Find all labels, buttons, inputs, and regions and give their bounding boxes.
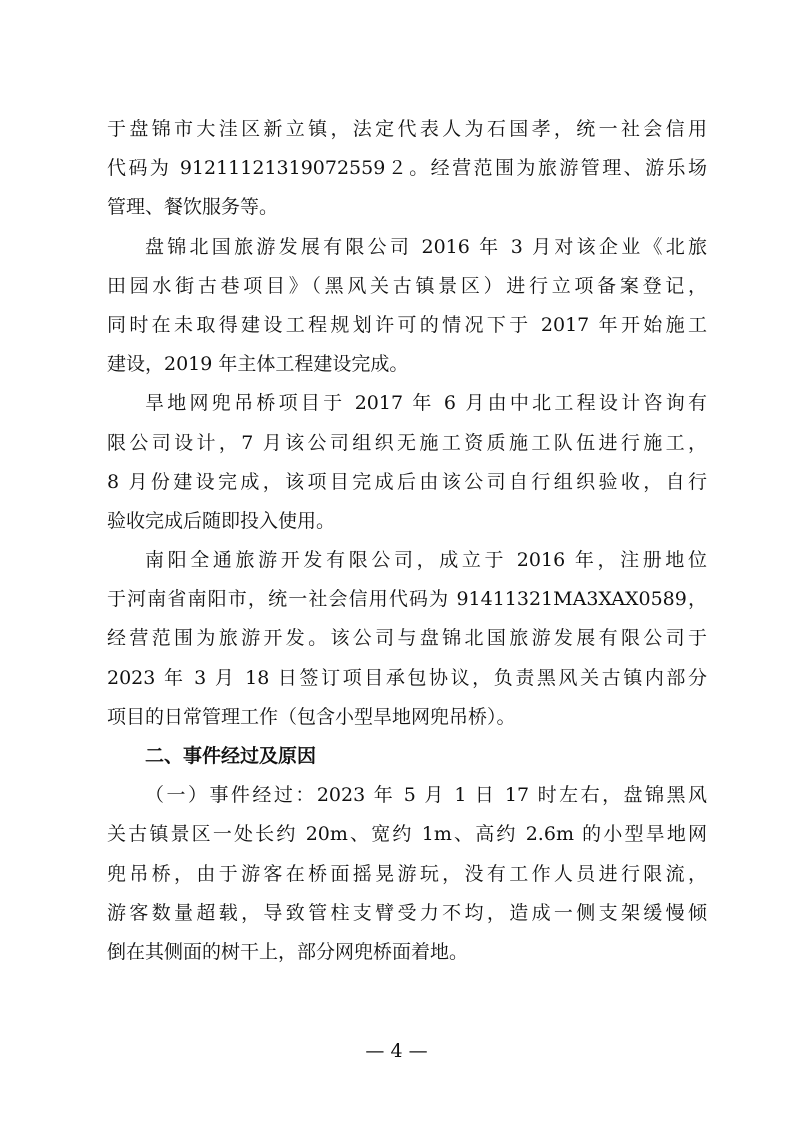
text-line: 兜吊桥，由于游客在桥面摇晃游玩，没有工作人员进行限流， xyxy=(107,862,707,885)
text-line: 南阳全通旅游开发有限公司，成立于 2016 年，注册地位 xyxy=(145,549,707,572)
text-line: 倒在其侧面的树干上，部分网兜桥面着地。 xyxy=(107,940,469,963)
text-line: 盘锦北国旅游发展有限公司 2016 年 3 月对该企业《北旅 xyxy=(145,235,707,258)
text-line: 验收完成后随即投入使用。 xyxy=(107,509,336,532)
text-line: 限公司设计，7 月该公司组织无施工资质施工队伍进行施工， xyxy=(107,431,707,454)
text-line: 于河南省南阳市，统一社会信用代码为 91411321MA3XAX0589， xyxy=(107,588,707,611)
section-heading: 二、事件经过及原因 xyxy=(145,745,317,767)
text-line: 代码为 91211121319072559２。经营范围为旅游管理、游乐场 xyxy=(107,157,707,180)
text-line: 经营范围为旅游开发。该公司与盘锦北国旅游发展有限公司于 xyxy=(107,627,707,650)
text-line: （一）事件经过：2023 年 5 月 1 日 17 时左右，盘锦黑风 xyxy=(145,784,707,807)
text-line: 游客数量超载，导致管柱支臂受力不均，造成一侧支架缓慢倾 xyxy=(107,901,707,924)
text-line: 同时在未取得建设工程规划许可的情况下于 2017 年开始施工 xyxy=(107,313,707,336)
body-text xyxy=(107,110,707,972)
text-line: 项目的日常管理工作（包含小型旱地网兜吊桥）。 xyxy=(107,705,516,728)
text-line: 2023 年 3 月 18 日签订项目承包协议，负责黑风关古镇内部分 xyxy=(107,666,707,689)
text-line: 于盘锦市大洼区新立镇，法定代表人为石国孝，统一社会信用 xyxy=(107,118,707,140)
text-line: 管理、餐饮服务等。 xyxy=(107,196,279,219)
page-number: — 4 — xyxy=(365,1040,428,1062)
text-line: 旱地网兜吊桥项目于 2017 年 6 月由中北工程设计咨询有 xyxy=(145,392,707,415)
text-line: 8 月份建设完成，该项目完成后由该公司自行组织验收，自行 xyxy=(107,470,707,493)
text-line: 关古镇景区一处长约 20m、宽约 1m、高约 2.6m 的小型旱地网 xyxy=(107,823,707,846)
text-line: 建设，2019 年主体工程建设完成。 xyxy=(107,353,409,376)
text-line: 田园水街古巷项目》（黑风关古镇景区）进行立项备案登记， xyxy=(107,274,707,297)
